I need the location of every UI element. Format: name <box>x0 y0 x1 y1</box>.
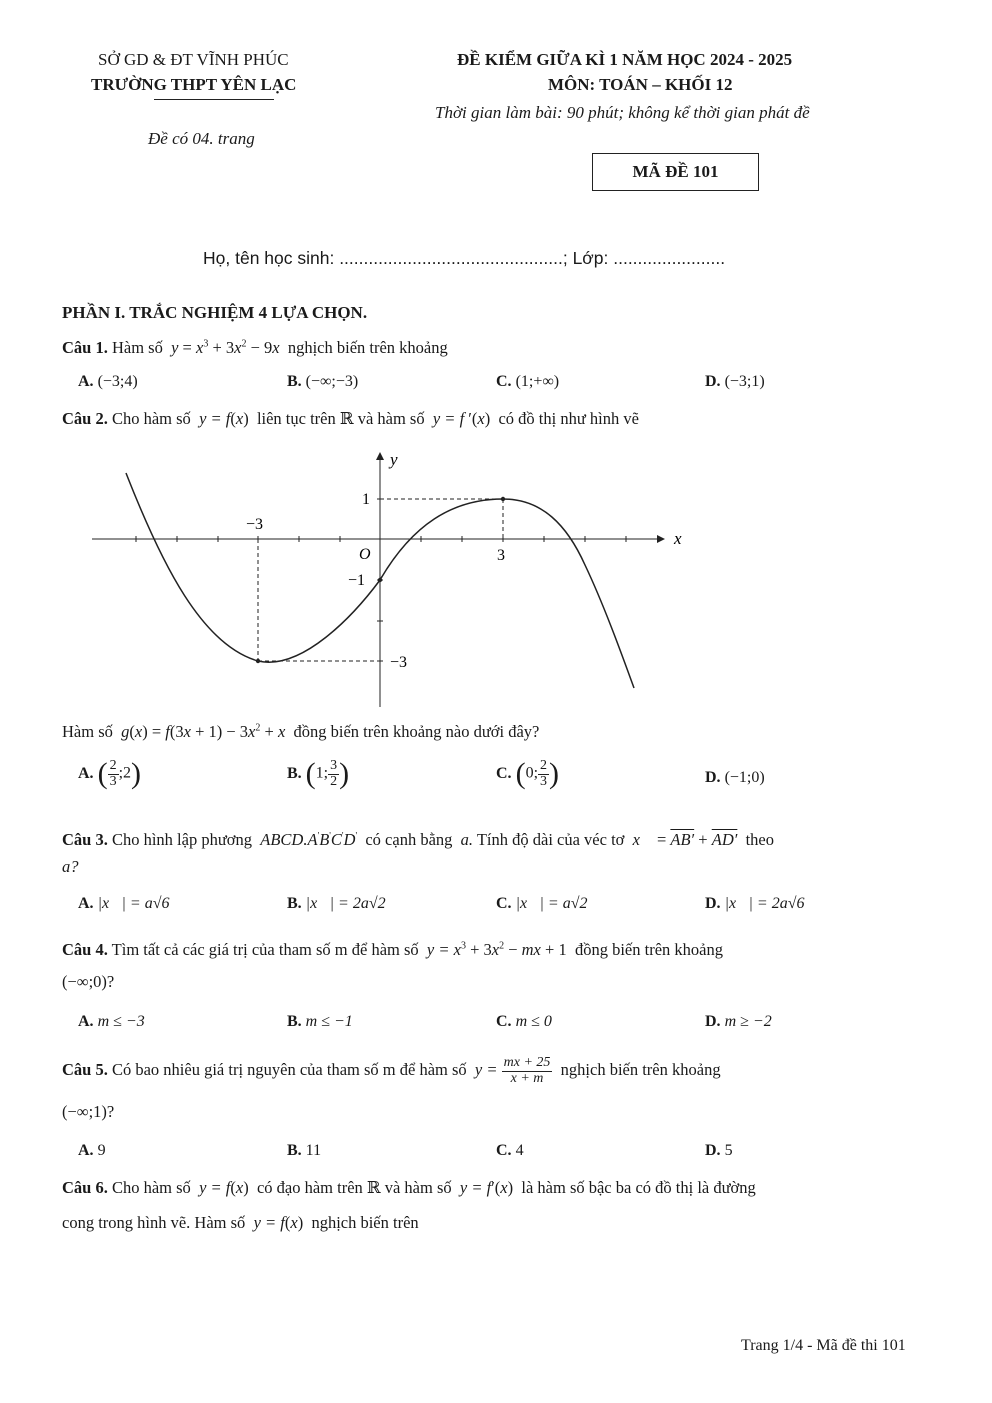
option-b[interactable]: B. m ≤ −1 <box>287 1013 353 1030</box>
option-a[interactable]: A. (−3;4) <box>78 373 138 390</box>
question-1: Câu 1. Hàm số $y = x^3 + 3x^2 - 9x$ nghịch biến trên khoảng <box>62 338 448 357</box>
tick-label-y-neg1: −1 <box>348 572 366 589</box>
section-title: PHẦN I. TRẮC NGHIỆM 4 LỰA CHỌN. <box>62 303 368 322</box>
option-d[interactable]: D. (−3;1) <box>705 373 765 390</box>
option-a[interactable]: A. |x⃗| = a√6 <box>78 895 170 912</box>
formula: y = x <box>422 940 461 959</box>
option-c[interactable]: C. (1;+∞) <box>496 373 560 390</box>
tick-label-x-neg3: −3 <box>246 516 264 533</box>
option-a[interactable]: A. m ≤ −3 <box>78 1013 145 1030</box>
page-footer: Trang 1/4 - Mã đề thi 101 <box>741 1337 906 1354</box>
tick-label-x-3: 3 <box>497 547 505 564</box>
question-label: Câu 5. <box>62 1059 108 1079</box>
option-a[interactable]: A. ( $\frac{2}{3}$ ;2) <box>78 757 142 790</box>
option-d[interactable]: D. m ≥ −2 <box>705 1013 772 1030</box>
option-c[interactable]: C. m ≤ 0 <box>496 1013 552 1030</box>
tick-label-y-1: 1 <box>362 491 370 508</box>
x-axis-label: x <box>674 529 682 548</box>
time-note: Thời gian làm bài: 90 phút; không kể thời gian phát đề <box>435 103 810 122</box>
question-4-line2: (−∞;0)? <box>62 972 115 991</box>
question-label: Câu 6. <box>62 1178 108 1197</box>
min-point <box>256 659 260 663</box>
question-3-line2: a? <box>62 857 79 876</box>
question-label: Câu 3. <box>62 830 108 849</box>
school-underline <box>154 99 274 100</box>
formula: y = f <box>194 1178 231 1197</box>
derivative-graph <box>92 445 682 710</box>
option-c[interactable]: C. 4 <box>496 1142 524 1159</box>
question-label: Câu 2. <box>62 409 108 428</box>
formula: g <box>117 722 130 741</box>
exam-code: MÃ ĐỀ 101 <box>632 162 719 181</box>
formula: ABCD.A <box>256 830 318 849</box>
option-d[interactable]: D. 5 <box>705 1142 733 1159</box>
question-2-follow: Hàm số $g(x) = f(3x + 1) - 3x^2 + x$ đồng biến trên khoảng nào dưới đây? <box>62 722 540 741</box>
y-axis-label: y <box>390 450 398 469</box>
question-label: Câu 4. <box>62 940 108 959</box>
exam-code-box <box>592 153 759 191</box>
option-b[interactable]: B. (1; $\frac{3}{2}$ ) <box>287 757 350 790</box>
option-c[interactable]: C. |x⃗| = a√2 <box>496 895 588 912</box>
exam-title: ĐỀ KIỂM GIỮA KÌ 1 NĂM HỌC 2024 - 2025 <box>457 50 793 69</box>
formula: y = <box>470 1059 502 1079</box>
option-d[interactable]: D. (−1;0) <box>705 769 765 786</box>
pages-note: Đề có 04. trang <box>148 129 255 148</box>
student-info-line: Họ, tên học sinh: ..............................................; Lớp: ....................... <box>203 248 726 268</box>
option-a[interactable]: A. 9 <box>78 1142 106 1159</box>
tick-label-y-neg3: −3 <box>390 654 408 671</box>
option-d[interactable]: D. |x⃗| = 2a√6 <box>705 895 805 912</box>
subject-line: MÔN: TOÁN – KHỐI 12 <box>548 75 733 94</box>
school-name: TRƯỜNG THPT YÊN LẠC <box>91 75 297 94</box>
department-name: SỞ GD & ĐT VĨNH PHÚC <box>98 50 289 69</box>
question-6-line2: cong trong hình vẽ. Hàm số y = f(x) nghịch biến trên <box>62 1213 419 1232</box>
question-2: Câu 2. Cho hàm số y = f(x) liên tục trên ℝ và hàm số y = f ′(x) có đồ thị như hình vẽ <box>62 409 639 428</box>
question-3: Câu 3. Cho hình lập phương ABCD.A'B'C'D' có cạnh bằng a. Tính độ dài của véc tơ x⃗ = AB′ + AD′ theo <box>62 830 775 849</box>
y-intercept-point <box>378 578 382 582</box>
option-b[interactable]: B. |x⃗| = 2a√2 <box>287 895 386 912</box>
question-label: Câu 1. <box>62 338 108 357</box>
option-b[interactable]: B. (−∞;−3) <box>287 373 359 390</box>
question-4: Câu 4. Tìm tất cả các giá trị của tham số m để hàm số $y = x^3 + 3x^2$ − mx + 1 đồng biến trên khoảng <box>62 940 723 959</box>
question-6: Câu 6. Cho hàm số y = f(x) có đạo hàm trên ℝ và hàm số y = f′(x) là hàm số bậc ba có đồ thị là đường <box>62 1178 756 1197</box>
max-point <box>501 497 505 501</box>
formula: y <box>166 338 179 357</box>
formula: y = f <box>194 409 231 428</box>
question-5: Câu 5. Có bao nhiêu giá trị nguyên của tham số m để hàm số y = $\frac{mx + 25}{x + m}$ nghịch biến trên khoảng <box>62 1055 721 1086</box>
option-c[interactable]: C. (0; $\frac{2}{3}$ ) <box>496 757 560 790</box>
origin-label: O <box>359 546 371 563</box>
option-b[interactable]: B. 11 <box>287 1142 322 1159</box>
question-5-line2: (−∞;1)? <box>62 1102 115 1121</box>
